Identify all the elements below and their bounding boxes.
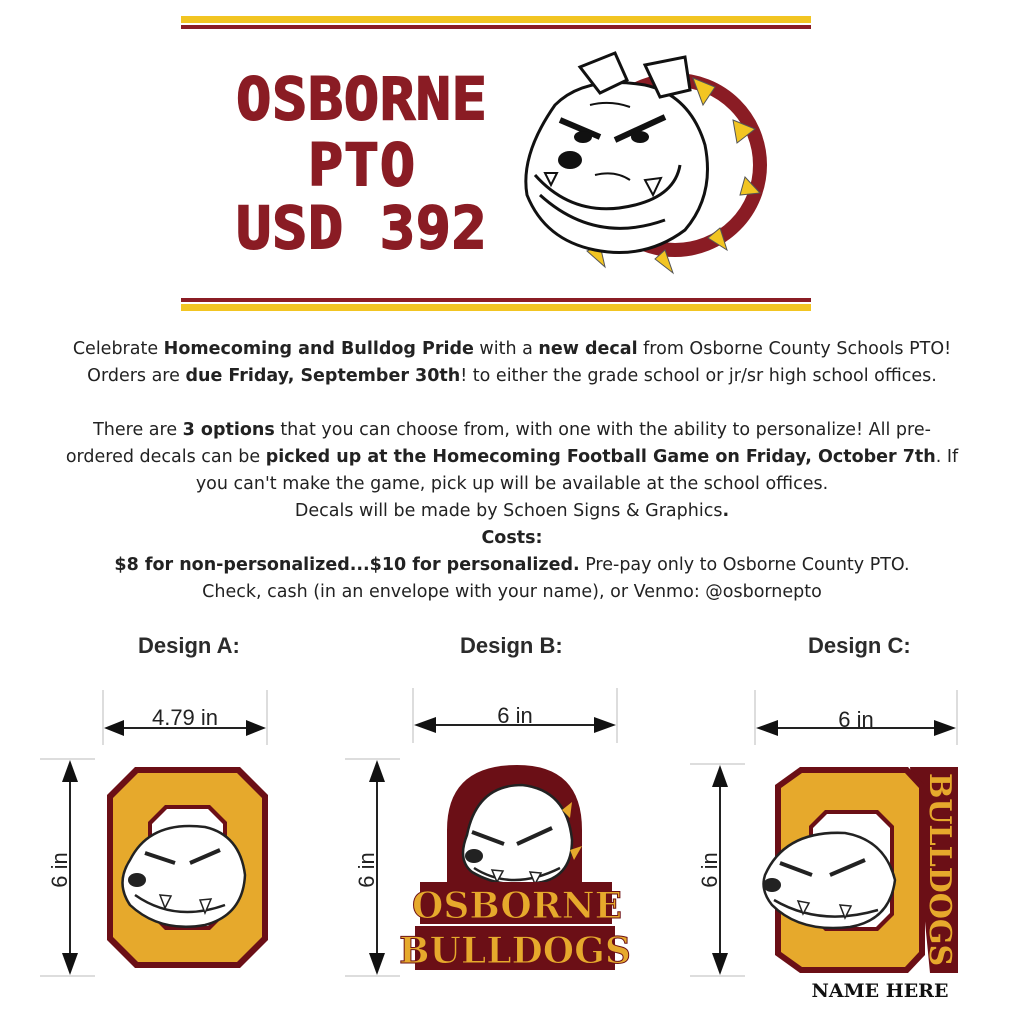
costs-line: $8 for non-personalized...$10 for personalized. Pre-pay only to Osborne County PTO. — [114, 555, 910, 575]
design-c-side-text: BULLDOGS — [922, 773, 957, 967]
header-stripe-maroon-top — [181, 25, 811, 29]
intro-line-2: Orders are due Friday, September 30th! to either the grade school or jr/sr high school offices. — [87, 366, 937, 386]
design-b-decal-icon — [399, 760, 631, 972]
bulldog-mascot-icon — [515, 45, 765, 285]
details-paragraph — [30, 417, 994, 606]
logo-text-pto: PTO — [308, 131, 416, 199]
design-b-text-top: OSBORNE — [411, 885, 623, 927]
details-line-3: you can't make the game, pick up will be available at the school offices. — [195, 474, 829, 494]
header-stripe-maroon-bottom — [181, 298, 811, 302]
costs-title: Costs: — [481, 528, 543, 548]
logo-text-usd: USD 392 — [236, 194, 488, 262]
intro-paragraph — [30, 336, 994, 390]
design-c-decal-icon — [760, 765, 960, 975]
design-c-height-label: 6 in — [697, 852, 722, 888]
details-line-2: ordered decals can be picked up at the Homecoming Football Game on Friday, October 7th. If — [65, 447, 959, 467]
design-b-text-bottom: BULLDOGS — [399, 930, 631, 972]
intro-line-1: Celebrate Homecoming and Bulldog Pride with a new decal from Osborne County Schools PTO! — [72, 339, 952, 359]
details-line-1: There are 3 options that you can choose from, with one with the ability to personalize! All pre- — [93, 420, 931, 440]
header-stripe-gold-bottom — [181, 304, 811, 311]
design-b-height-label: 6 in — [354, 852, 379, 888]
logo-text-osborne: OSBORNE — [236, 65, 488, 133]
payment-line: Check, cash (in an envelope with your name), or Venmo: @osbornepto — [202, 582, 822, 602]
design-a-width-label: 4.79 in — [151, 705, 219, 730]
design-a-decal-icon — [105, 765, 270, 970]
details-line-4: Decals will be made by Schoen Signs & Graphics. — [294, 501, 730, 521]
design-b-title: Design B: — [460, 633, 563, 658]
design-c-title: Design C: — [808, 633, 911, 658]
design-c-width-label: 6 in — [838, 707, 874, 732]
design-b-width-label: 6 in — [497, 703, 533, 728]
design-c-name-placeholder: NAME HERE — [811, 980, 949, 1002]
design-a-title: Design A: — [138, 633, 240, 658]
header-stripe-gold-top — [181, 16, 811, 23]
design-a-height-label: 6 in — [47, 852, 72, 888]
